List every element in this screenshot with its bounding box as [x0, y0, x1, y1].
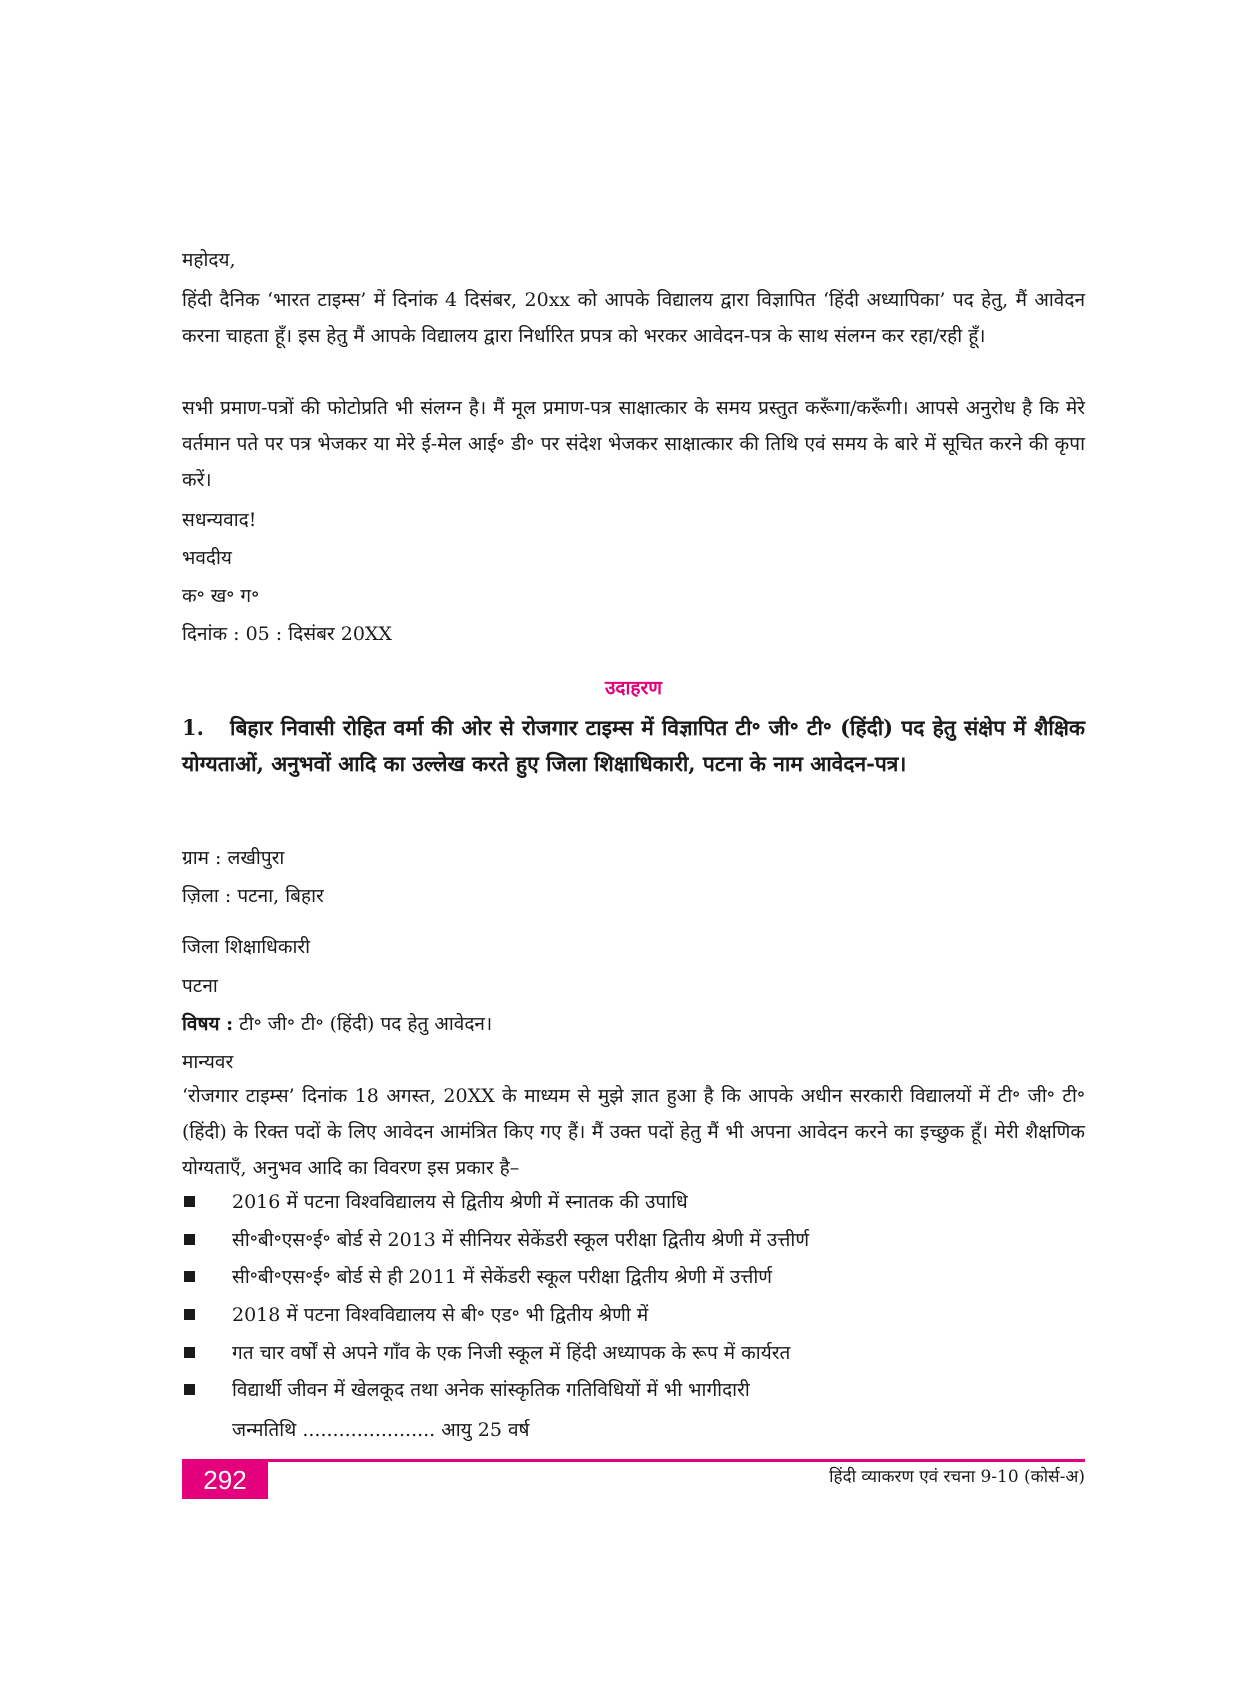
square-bullet-icon	[184, 1271, 195, 1282]
letter1-sender-name: क॰ ख॰ ग॰	[182, 585, 260, 607]
village-label: ग्राम :	[182, 847, 222, 869]
date-label: दिनांक :	[182, 623, 240, 645]
list-item-text: सी॰बी॰एस॰ई॰ बोर्ड से ही 2011 में सेकेंडरी स्कूल परीक्षा द्वितीय श्रेणी में उत्तीर्ण	[232, 1266, 773, 1289]
subject-label: विषय :	[182, 1013, 234, 1035]
district-label: ज़िला :	[182, 885, 232, 907]
village-value: लखीपुरा	[227, 847, 285, 869]
list-item	[182, 1190, 1085, 1228]
square-bullet-icon	[184, 1309, 195, 1320]
square-bullet-icon	[184, 1384, 195, 1395]
letter1-date	[182, 622, 392, 646]
list-item	[182, 1265, 1085, 1303]
qualifications-list	[182, 1190, 1085, 1416]
square-bullet-icon	[184, 1347, 195, 1358]
recipient-line-2: पटना	[182, 975, 218, 997]
sender-village	[182, 846, 284, 870]
list-item-text: सी॰बी॰एस॰ई॰ बोर्ड से 2013 में सीनियर सेकेंडरी स्कूल परीक्षा द्वितीय श्रेणी में उत्तीर्ण	[232, 1228, 810, 1251]
question-text: बिहार निवासी रोहित वर्मा की ओर से रोजगार टाइम्स में विज्ञापित टी॰ जी॰ टी॰ (हिंदी) पद हेतु संक्षेप में शैक्षिक योग्यताओं, अनुभवों आदि का उल्लेख करते हुए जिला शिक्षाधिकारी, पटना के नाम आवेदन-पत्र।	[182, 715, 1085, 776]
subject-line	[182, 1012, 492, 1036]
square-bullet-icon	[184, 1234, 195, 1245]
list-item-text: विद्यार्थी जीवन में खेलकूद तथा अनेक सांस्कृतिक गतिविधियों में भी भागीदारी	[232, 1379, 750, 1402]
list-item	[182, 1341, 1085, 1379]
letter2-body: ‘रोजगार टाइम्स’ दिनांक 18 अगस्त, 20XX के माध्यम से मुझे ज्ञात हुआ है कि आपके अधीन सरकारी विद्यालयों में टी॰ जी॰ टी॰ (हिंदी) के रिक्त पदों के लिए आवेदन आमंत्रित किए गए हैं। मैं उक्त पदों हेतु मैं भी अपना आवेदन करने का इच्छुक हूँ। मेरी शैक्षणिक योग्यताएँ, अनुभव आदि का विवरण इस प्रकार है–	[182, 1085, 1085, 1179]
page-number: 292	[182, 1459, 268, 1499]
question-number: 1.	[182, 715, 204, 740]
list-item-text: 2018 में पटना विश्वविद्यालय से बी॰ एड॰ भी द्वितीय श्रेणी में	[232, 1304, 649, 1327]
list-item-text: 2016 में पटना विश्वविद्यालय से द्वितीय श्रेणी में स्नातक की उपाधि	[232, 1191, 688, 1213]
letter1-closing: भवदीय	[182, 547, 232, 569]
question-1	[182, 710, 1085, 782]
list-item	[182, 1378, 1085, 1416]
date-of-birth-line: जन्मतिथि ...................... आयु 25 वर्ष	[232, 1419, 530, 1441]
sender-district	[182, 884, 324, 908]
list-item	[182, 1303, 1085, 1341]
letter1-salutation: महोदय,	[182, 249, 236, 271]
letter1-thanks: सधन्यवाद!	[182, 509, 257, 531]
subject-value: टी॰ जी॰ टी॰ (हिंदी) पद हेतु आवेदन।	[239, 1013, 493, 1035]
letter2-salutation: मान्यवर	[182, 1051, 234, 1073]
book-title: हिंदी व्याकरण एवं रचना 9-10 (कोर्स-अ)	[829, 1467, 1085, 1487]
letter1-paragraph-1: हिंदी दैनिक ‘भारत टाइम्स’ में दिनांक 4 दिसंबर, 20xx को आपके विद्यालय द्वारा विज्ञापित ‘हिंदी अध्यापिका’ पद हेतु, मैं आवेदन करना चाहता हूँ। इस हेतु मैं आपके विद्यालय द्वारा निर्धारित प्रपत्र को भरकर आवेदन-पत्र के साथ संलग्न कर रहा/रही हूँ।	[182, 289, 1085, 347]
footer-rule	[182, 1459, 1085, 1462]
list-item-text: गत चार वर्षों से अपने गाँव के एक निजी स्कूल में हिंदी अध्यापक के रूप में कार्यरत	[232, 1341, 791, 1364]
recipient-line-1: जिला शिक्षाधिकारी	[182, 936, 311, 958]
district-value: पटना, बिहार	[237, 885, 324, 907]
square-bullet-icon	[184, 1196, 195, 1207]
letter1-paragraph-2: सभी प्रमाण-पत्रों की फोटोप्रति भी संलग्न है। मैं मूल प्रमाण-पत्र साक्षात्कार के समय प्रस्तुत करूँगा/करूँगी। आपसे अनुरोध है कि मेरे वर्तमान पते पर पत्र भेजकर या मेरे ई-मेल आई॰ डी॰ पर संदेश भेजकर साक्षात्कार की तिथि एवं समय के बारे में सूचित करने की कृपा करें।	[182, 397, 1085, 491]
date-value: 05 : दिसंबर 20XX	[245, 623, 392, 645]
example-heading: उदाहरण	[604, 677, 663, 699]
document-page	[182, 0, 1085, 1692]
list-item	[182, 1228, 1085, 1266]
